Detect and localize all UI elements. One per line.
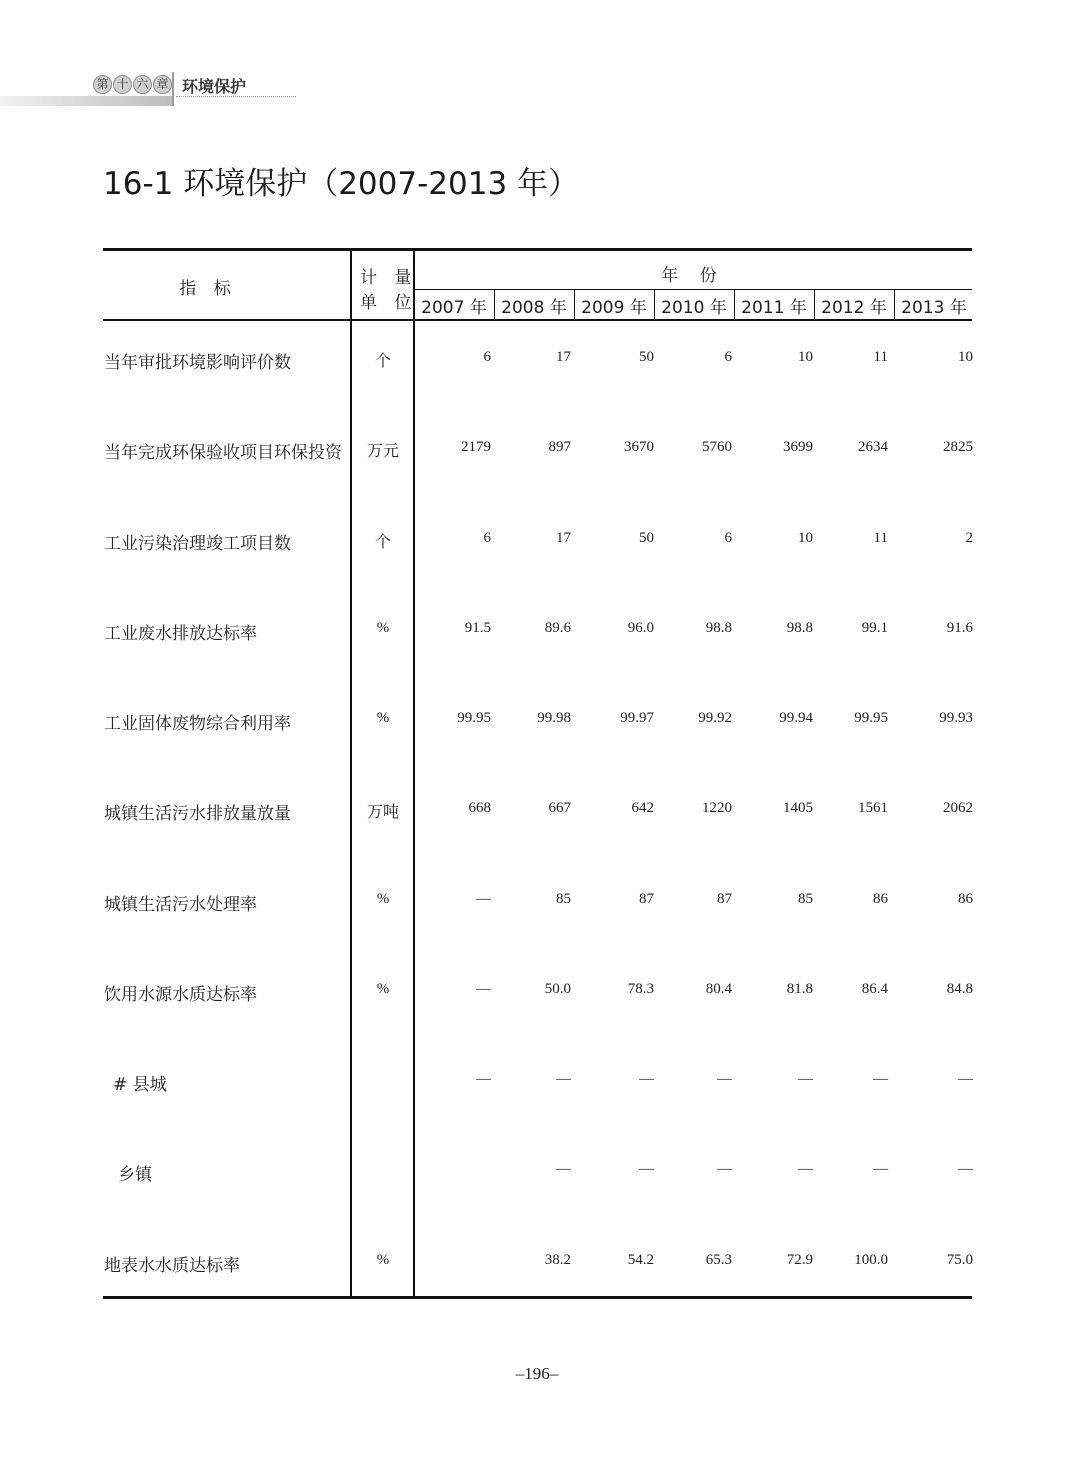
- value-cell: 10: [958, 349, 973, 365]
- value-cell: 5760: [702, 439, 732, 455]
- value-cell: 81.8: [786, 981, 813, 997]
- value-cell: 98.8: [705, 620, 732, 636]
- value-cell: 17: [556, 530, 571, 546]
- value-cell: 99.93: [939, 710, 973, 726]
- value-cell: 86: [958, 891, 973, 907]
- value-cell: 2179: [461, 439, 491, 455]
- value-cell: 72.9: [786, 1252, 813, 1268]
- value-cell: 2825: [943, 439, 973, 455]
- value-cell: 10: [798, 530, 813, 546]
- value-cell: 50: [639, 349, 654, 365]
- row-unit: %: [376, 981, 390, 997]
- value-cell: 54.2: [627, 1252, 654, 1268]
- chapter-char: 十: [113, 75, 132, 94]
- value-cell: 6: [724, 349, 732, 365]
- row-label: 工业污染治理竣工项目数: [104, 534, 291, 554]
- value-cell: 50.0: [544, 981, 571, 997]
- value-cell: 11: [873, 349, 888, 365]
- chapter-char: 六: [133, 75, 152, 94]
- year-header: 2013 年: [901, 298, 967, 318]
- unit-header-line2: 单 位: [360, 293, 418, 313]
- value-cell: 98.8: [786, 620, 813, 636]
- header-divider: [172, 72, 174, 106]
- row-unit: %: [376, 620, 390, 636]
- value-cell: —: [556, 1071, 571, 1087]
- value-cell: 99.1: [861, 620, 888, 636]
- chapter-tag: [93, 75, 172, 94]
- value-cell: 85: [798, 891, 813, 907]
- row-label: 乡镇: [118, 1165, 152, 1185]
- chapter-char: 第: [93, 75, 112, 94]
- value-cell: —: [798, 1161, 813, 1177]
- row-label: 工业固体废物综合利用率: [104, 714, 291, 734]
- row-unit: 个: [374, 532, 391, 551]
- value-cell: —: [873, 1161, 888, 1177]
- value-cell: —: [476, 891, 491, 907]
- value-cell: 99.92: [698, 710, 732, 726]
- row-unit: %: [376, 891, 390, 907]
- table-top-rule: [103, 248, 972, 251]
- value-cell: 87: [639, 891, 654, 907]
- value-cell: —: [958, 1161, 973, 1177]
- table-row: [0, 438, 1074, 462]
- table-row: [0, 799, 1074, 823]
- header-bar: [0, 96, 172, 106]
- value-cell: 86.4: [861, 981, 888, 997]
- table-row: [0, 890, 1074, 914]
- value-cell: —: [476, 981, 491, 997]
- value-cell: —: [717, 1071, 732, 1087]
- row-unit: 万元: [366, 441, 399, 460]
- row-label: 城镇生活污水处理率: [104, 895, 257, 915]
- table-row: [0, 980, 1074, 1004]
- value-cell: —: [639, 1161, 654, 1177]
- value-cell: —: [556, 1161, 571, 1177]
- table-row: [0, 1160, 1074, 1184]
- row-label: 地表水水质达标率: [104, 1256, 240, 1276]
- year-group-header: 年 份: [661, 266, 725, 286]
- value-cell: 3699: [783, 439, 813, 455]
- table-row: [0, 709, 1074, 733]
- row-unit: %: [376, 1252, 390, 1268]
- column-divider: [350, 251, 352, 1296]
- value-cell: —: [639, 1071, 654, 1087]
- year-header: 2011 年: [741, 298, 807, 318]
- value-cell: 100.0: [854, 1252, 888, 1268]
- value-cell: 2634: [858, 439, 888, 455]
- value-cell: 1561: [858, 800, 888, 816]
- value-cell: 75.0: [946, 1252, 973, 1268]
- table-row: [0, 529, 1074, 553]
- value-cell: 80.4: [705, 981, 732, 997]
- page-number: –196–: [515, 1364, 559, 1383]
- value-cell: 96.0: [627, 620, 654, 636]
- value-cell: 1220: [702, 800, 732, 816]
- value-cell: 91.5: [464, 620, 491, 636]
- row-unit: 万吨: [366, 802, 399, 821]
- table-row: [0, 1070, 1074, 1094]
- value-cell: 17: [556, 349, 571, 365]
- value-cell: 99.98: [537, 710, 571, 726]
- value-cell: 642: [631, 800, 654, 816]
- value-cell: 50: [639, 530, 654, 546]
- value-cell: —: [476, 1071, 491, 1087]
- row-label: # 县城: [113, 1075, 167, 1095]
- table-row: [0, 348, 1074, 372]
- value-cell: —: [958, 1071, 973, 1087]
- value-cell: —: [798, 1071, 813, 1087]
- row-label: 工业废水排放达标率: [104, 624, 257, 644]
- value-cell: —: [873, 1071, 888, 1087]
- row-unit: 个: [374, 351, 391, 370]
- value-cell: 6: [483, 530, 491, 546]
- table-row: [0, 619, 1074, 643]
- year-group-rule: [414, 289, 972, 290]
- value-cell: 87: [717, 891, 732, 907]
- row-label: 城镇生活污水排放量放量: [104, 804, 291, 824]
- value-cell: 86: [873, 891, 888, 907]
- value-cell: 2062: [943, 800, 973, 816]
- value-cell: 38.2: [544, 1252, 571, 1268]
- value-cell: 1405: [783, 800, 813, 816]
- value-cell: 84.8: [946, 981, 973, 997]
- value-cell: 897: [548, 439, 571, 455]
- value-cell: 2: [965, 530, 973, 546]
- value-cell: 99.97: [620, 710, 654, 726]
- value-cell: 6: [483, 349, 491, 365]
- page-title: 16-1 环境保护（2007-2013 年）: [103, 166, 580, 202]
- value-cell: 99.95: [457, 710, 491, 726]
- table-row: [0, 1251, 1074, 1275]
- value-cell: 78.3: [627, 981, 654, 997]
- year-header: 2008 年: [501, 298, 567, 318]
- value-cell: 99.94: [779, 710, 813, 726]
- value-cell: 85: [556, 891, 571, 907]
- value-cell: 91.6: [946, 620, 973, 636]
- value-cell: 667: [548, 800, 571, 816]
- row-unit: %: [376, 710, 390, 726]
- chapter-char: 章: [153, 75, 172, 94]
- year-header: 2012 年: [821, 298, 887, 318]
- value-cell: —: [717, 1161, 732, 1177]
- year-header: 2007 年: [421, 298, 487, 318]
- row-label: 当年完成环保验收项目环保投资: [104, 443, 342, 463]
- row-label: 饮用水源水质达标率: [104, 985, 257, 1005]
- indicator-header: 指 标: [179, 279, 237, 299]
- chapter-name: 环境保护: [182, 77, 247, 96]
- unit-header-line1: 计 量: [360, 268, 418, 288]
- table-bottom-rule: [103, 1296, 972, 1299]
- table-header-rule: [103, 319, 972, 321]
- value-cell: 10: [798, 349, 813, 365]
- value-cell: 3670: [624, 439, 654, 455]
- value-cell: 6: [724, 530, 732, 546]
- year-header: 2010 年: [661, 298, 727, 318]
- value-cell: 99.95: [854, 710, 888, 726]
- row-label: 当年审批环境影响评价数: [104, 353, 291, 373]
- value-cell: 668: [468, 800, 491, 816]
- value-cell: 65.3: [705, 1252, 732, 1268]
- column-divider: [413, 251, 415, 1296]
- year-header: 2009 年: [581, 298, 647, 318]
- value-cell: 11: [873, 530, 888, 546]
- value-cell: 89.6: [544, 620, 571, 636]
